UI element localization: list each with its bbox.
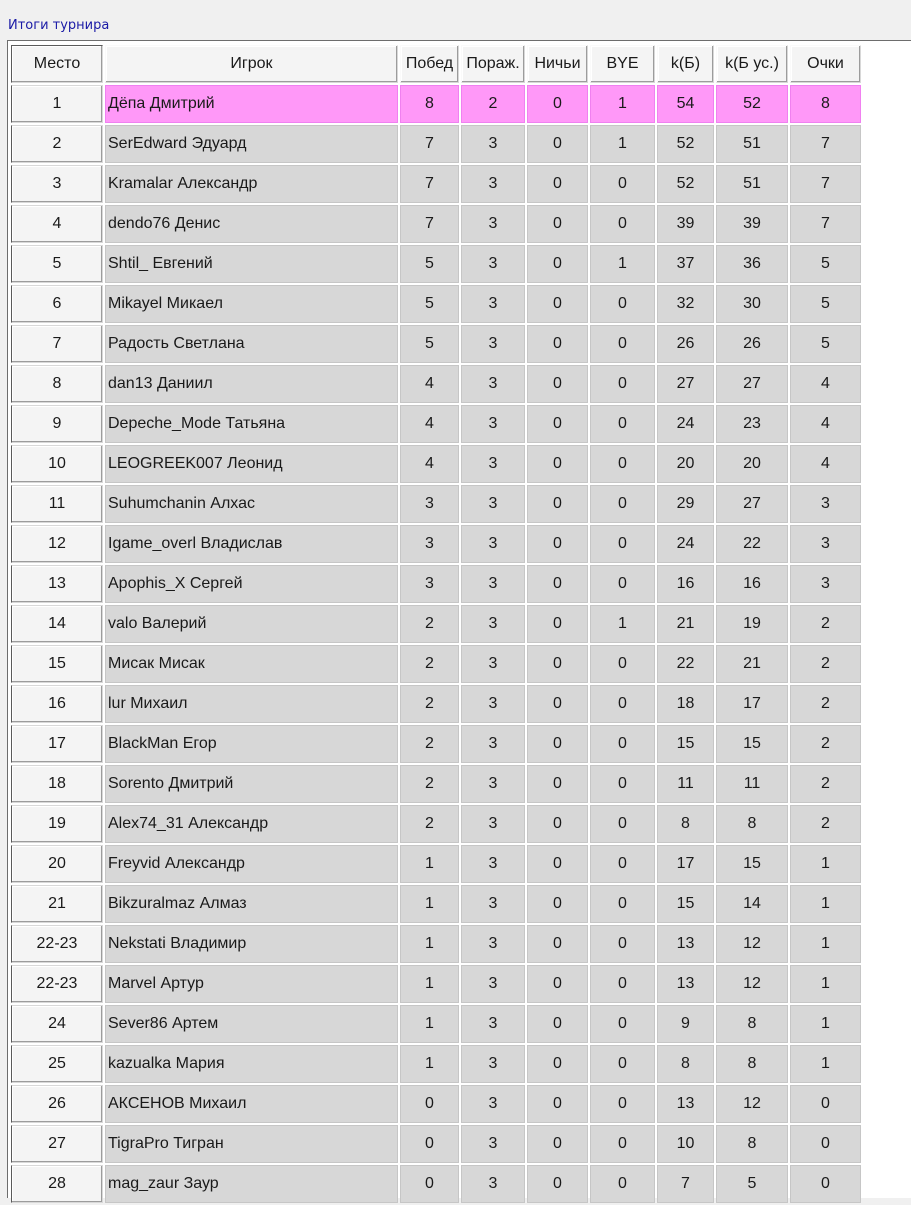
losses-cell: 3 bbox=[461, 365, 525, 403]
losses-cell: 3 bbox=[461, 325, 525, 363]
draws-cell: 0 bbox=[527, 1125, 588, 1163]
losses-cell: 3 bbox=[461, 885, 525, 923]
draws-cell: 0 bbox=[527, 285, 588, 323]
player-name-cell: Kramalar Александр bbox=[105, 165, 398, 203]
bye-cell: 0 bbox=[590, 645, 655, 683]
place-cell: 9 bbox=[11, 405, 103, 443]
table-row[interactable] bbox=[11, 925, 861, 963]
draws-cell: 0 bbox=[527, 245, 588, 283]
kb-adjusted-cell: 16 bbox=[716, 565, 788, 603]
place-cell: 1 bbox=[11, 85, 103, 123]
table-row[interactable] bbox=[11, 725, 861, 763]
losses-cell: 3 bbox=[461, 1165, 525, 1203]
kb-adjusted-cell: 27 bbox=[716, 365, 788, 403]
draws-cell: 0 bbox=[527, 445, 588, 483]
wins-cell: 2 bbox=[400, 805, 459, 843]
table-row[interactable] bbox=[11, 885, 861, 923]
draws-cell: 0 bbox=[527, 1005, 588, 1043]
draws-cell: 0 bbox=[527, 965, 588, 1003]
bye-cell: 0 bbox=[590, 525, 655, 563]
table-row[interactable] bbox=[11, 85, 861, 123]
kb-cell: 11 bbox=[657, 765, 714, 803]
kb-cell: 52 bbox=[657, 125, 714, 163]
player-name-cell: Igame_overl Владислав bbox=[105, 525, 398, 563]
player-name-cell: dendo76 Денис bbox=[105, 205, 398, 243]
wins-cell: 1 bbox=[400, 1005, 459, 1043]
bye-cell: 0 bbox=[590, 205, 655, 243]
draws-cell: 0 bbox=[527, 845, 588, 883]
losses-cell: 3 bbox=[461, 565, 525, 603]
points-cell: 4 bbox=[790, 405, 861, 443]
wins-cell: 2 bbox=[400, 765, 459, 803]
points-cell: 3 bbox=[790, 565, 861, 603]
losses-cell: 3 bbox=[461, 645, 525, 683]
header-losses[interactable]: Пораж. bbox=[461, 45, 525, 83]
kb-adjusted-cell: 39 bbox=[716, 205, 788, 243]
kb-adjusted-cell: 52 bbox=[716, 85, 788, 123]
bye-cell: 0 bbox=[590, 1125, 655, 1163]
player-name-cell: Alex74_31 Александр bbox=[105, 805, 398, 843]
player-name-cell: Suhumchanin Алхас bbox=[105, 485, 398, 523]
wins-cell: 3 bbox=[400, 565, 459, 603]
player-name-cell: SerEdward Эдуард bbox=[105, 125, 398, 163]
player-name-cell: Mikayel Микаел bbox=[105, 285, 398, 323]
wins-cell: 2 bbox=[400, 645, 459, 683]
wins-cell: 5 bbox=[400, 285, 459, 323]
table-row[interactable] bbox=[11, 1005, 861, 1043]
bye-cell: 0 bbox=[590, 285, 655, 323]
draws-cell: 0 bbox=[527, 685, 588, 723]
place-cell: 3 bbox=[11, 165, 103, 203]
player-name-cell: kazualka Мария bbox=[105, 1045, 398, 1083]
wins-cell: 0 bbox=[400, 1125, 459, 1163]
place-cell: 19 bbox=[11, 805, 103, 843]
kb-cell: 32 bbox=[657, 285, 714, 323]
kb-cell: 7 bbox=[657, 1165, 714, 1203]
player-name-cell: LEOGREEK007 Леонид bbox=[105, 445, 398, 483]
kb-adjusted-cell: 12 bbox=[716, 965, 788, 1003]
player-name-cell: Дёпа Дмитрий bbox=[105, 85, 398, 123]
losses-cell: 3 bbox=[461, 805, 525, 843]
place-cell: 26 bbox=[11, 1085, 103, 1123]
kb-adjusted-cell: 26 bbox=[716, 325, 788, 363]
place-cell: 6 bbox=[11, 285, 103, 323]
draws-cell: 0 bbox=[527, 1165, 588, 1203]
bye-cell: 0 bbox=[590, 805, 655, 843]
losses-cell: 3 bbox=[461, 925, 525, 963]
table-row[interactable] bbox=[11, 565, 861, 603]
player-name-cell: TigraPro Тигран bbox=[105, 1125, 398, 1163]
player-name-cell: Marvel Артур bbox=[105, 965, 398, 1003]
kb-adjusted-cell: 12 bbox=[716, 1085, 788, 1123]
wins-cell: 0 bbox=[400, 1085, 459, 1123]
draws-cell: 0 bbox=[527, 565, 588, 603]
draws-cell: 0 bbox=[527, 1085, 588, 1123]
wins-cell: 4 bbox=[400, 445, 459, 483]
player-name-cell: lur Михаил bbox=[105, 685, 398, 723]
kb-adjusted-cell: 12 bbox=[716, 925, 788, 963]
table-row[interactable] bbox=[11, 805, 861, 843]
wins-cell: 2 bbox=[400, 685, 459, 723]
table-row[interactable] bbox=[11, 365, 861, 403]
header-player[interactable]: Игрок bbox=[105, 45, 398, 83]
table-row[interactable] bbox=[11, 605, 861, 643]
losses-cell: 3 bbox=[461, 125, 525, 163]
kb-adjusted-cell: 19 bbox=[716, 605, 788, 643]
bye-cell: 0 bbox=[590, 725, 655, 763]
bye-cell: 0 bbox=[590, 1085, 655, 1123]
wins-cell: 0 bbox=[400, 1165, 459, 1203]
points-cell: 2 bbox=[790, 685, 861, 723]
bye-cell: 1 bbox=[590, 125, 655, 163]
losses-cell: 3 bbox=[461, 1125, 525, 1163]
place-cell: 28 bbox=[11, 1165, 103, 1203]
bye-cell: 0 bbox=[590, 365, 655, 403]
player-name-cell: Sorento Дмитрий bbox=[105, 765, 398, 803]
draws-cell: 0 bbox=[527, 645, 588, 683]
kb-cell: 8 bbox=[657, 805, 714, 843]
wins-cell: 3 bbox=[400, 485, 459, 523]
kb-cell: 9 bbox=[657, 1005, 714, 1043]
points-cell: 3 bbox=[790, 525, 861, 563]
points-cell: 7 bbox=[790, 205, 861, 243]
kb-adjusted-cell: 22 bbox=[716, 525, 788, 563]
points-cell: 0 bbox=[790, 1125, 861, 1163]
points-cell: 3 bbox=[790, 485, 861, 523]
kb-adjusted-cell: 5 bbox=[716, 1165, 788, 1203]
draws-cell: 0 bbox=[527, 1045, 588, 1083]
bye-cell: 0 bbox=[590, 325, 655, 363]
kb-cell: 29 bbox=[657, 485, 714, 523]
losses-cell: 3 bbox=[461, 605, 525, 643]
place-cell: 11 bbox=[11, 485, 103, 523]
place-cell: 4 bbox=[11, 205, 103, 243]
draws-cell: 0 bbox=[527, 925, 588, 963]
table-row[interactable] bbox=[11, 125, 861, 163]
points-cell: 1 bbox=[790, 1045, 861, 1083]
wins-cell: 1 bbox=[400, 925, 459, 963]
wins-cell: 7 bbox=[400, 125, 459, 163]
place-cell: 2 bbox=[11, 125, 103, 163]
player-name-cell: Depeche_Mode Татьяна bbox=[105, 405, 398, 443]
kb-adjusted-cell: 21 bbox=[716, 645, 788, 683]
place-cell: 12 bbox=[11, 525, 103, 563]
kb-cell: 13 bbox=[657, 965, 714, 1003]
results-panel bbox=[7, 40, 911, 1198]
table-row[interactable] bbox=[11, 845, 861, 883]
wins-cell: 1 bbox=[400, 965, 459, 1003]
place-cell: 25 bbox=[11, 1045, 103, 1083]
kb-cell: 8 bbox=[657, 1045, 714, 1083]
kb-cell: 10 bbox=[657, 1125, 714, 1163]
place-cell: 13 bbox=[11, 565, 103, 603]
bye-cell: 1 bbox=[590, 85, 655, 123]
place-cell: 5 bbox=[11, 245, 103, 283]
table-row[interactable] bbox=[11, 765, 861, 803]
wins-cell: 7 bbox=[400, 205, 459, 243]
kb-cell: 15 bbox=[657, 885, 714, 923]
kb-cell: 20 bbox=[657, 445, 714, 483]
table-row[interactable] bbox=[11, 245, 861, 283]
bye-cell: 1 bbox=[590, 245, 655, 283]
header-kb[interactable]: k(Б) bbox=[657, 45, 714, 83]
kb-adjusted-cell: 8 bbox=[716, 805, 788, 843]
place-cell: 8 bbox=[11, 365, 103, 403]
table-row[interactable] bbox=[11, 485, 861, 523]
points-cell: 1 bbox=[790, 1005, 861, 1043]
bye-cell: 0 bbox=[590, 405, 655, 443]
player-name-cell: Apophis_X Сергей bbox=[105, 565, 398, 603]
points-cell: 1 bbox=[790, 965, 861, 1003]
losses-cell: 2 bbox=[461, 85, 525, 123]
points-cell: 2 bbox=[790, 805, 861, 843]
place-cell: 24 bbox=[11, 1005, 103, 1043]
kb-cell: 21 bbox=[657, 605, 714, 643]
losses-cell: 3 bbox=[461, 1005, 525, 1043]
points-cell: 0 bbox=[790, 1085, 861, 1123]
kb-cell: 13 bbox=[657, 925, 714, 963]
draws-cell: 0 bbox=[527, 365, 588, 403]
header-kb-adjusted[interactable]: k(Б ус.) bbox=[716, 45, 788, 83]
losses-cell: 3 bbox=[461, 725, 525, 763]
bye-cell: 0 bbox=[590, 965, 655, 1003]
player-name-cell: Радость Светлана bbox=[105, 325, 398, 363]
bye-cell: 0 bbox=[590, 565, 655, 603]
draws-cell: 0 bbox=[527, 525, 588, 563]
kb-adjusted-cell: 8 bbox=[716, 1005, 788, 1043]
points-cell: 7 bbox=[790, 125, 861, 163]
place-cell: 7 bbox=[11, 325, 103, 363]
table-row[interactable] bbox=[11, 1045, 861, 1083]
losses-cell: 3 bbox=[461, 845, 525, 883]
table-row[interactable] bbox=[11, 165, 861, 203]
player-name-cell: mag_zaur Заур bbox=[105, 1165, 398, 1203]
draws-cell: 0 bbox=[527, 485, 588, 523]
kb-adjusted-cell: 27 bbox=[716, 485, 788, 523]
wins-cell: 2 bbox=[400, 725, 459, 763]
kb-adjusted-cell: 11 bbox=[716, 765, 788, 803]
draws-cell: 0 bbox=[527, 405, 588, 443]
kb-cell: 22 bbox=[657, 645, 714, 683]
points-cell: 2 bbox=[790, 605, 861, 643]
wins-cell: 3 bbox=[400, 525, 459, 563]
bye-cell: 0 bbox=[590, 1165, 655, 1203]
bye-cell: 1 bbox=[590, 605, 655, 643]
points-cell: 4 bbox=[790, 445, 861, 483]
wins-cell: 5 bbox=[400, 325, 459, 363]
kb-adjusted-cell: 51 bbox=[716, 125, 788, 163]
wins-cell: 4 bbox=[400, 365, 459, 403]
place-cell: 14 bbox=[11, 605, 103, 643]
losses-cell: 3 bbox=[461, 525, 525, 563]
wins-cell: 4 bbox=[400, 405, 459, 443]
place-cell: 21 bbox=[11, 885, 103, 923]
player-name-cell: Nekstati Владимир bbox=[105, 925, 398, 963]
kb-adjusted-cell: 15 bbox=[716, 845, 788, 883]
player-name-cell: Shtil_ Евгений bbox=[105, 245, 398, 283]
draws-cell: 0 bbox=[527, 765, 588, 803]
kb-adjusted-cell: 36 bbox=[716, 245, 788, 283]
kb-cell: 39 bbox=[657, 205, 714, 243]
kb-adjusted-cell: 8 bbox=[716, 1045, 788, 1083]
tournament-results-title: Итоги турнира bbox=[8, 18, 110, 33]
kb-adjusted-cell: 30 bbox=[716, 285, 788, 323]
bye-cell: 0 bbox=[590, 1005, 655, 1043]
place-cell: 27 bbox=[11, 1125, 103, 1163]
kb-adjusted-cell: 17 bbox=[716, 685, 788, 723]
table-row[interactable] bbox=[11, 205, 861, 243]
header-points[interactable]: Очки bbox=[790, 45, 861, 83]
points-cell: 8 bbox=[790, 85, 861, 123]
table-row[interactable] bbox=[11, 445, 861, 483]
draws-cell: 0 bbox=[527, 725, 588, 763]
bye-cell: 0 bbox=[590, 925, 655, 963]
wins-cell: 2 bbox=[400, 605, 459, 643]
losses-cell: 3 bbox=[461, 485, 525, 523]
player-name-cell: Мисак Мисак bbox=[105, 645, 398, 683]
header-place[interactable]: Место bbox=[11, 45, 103, 83]
place-cell: 16 bbox=[11, 685, 103, 723]
points-cell: 1 bbox=[790, 925, 861, 963]
table-row[interactable] bbox=[11, 645, 861, 683]
kb-adjusted-cell: 20 bbox=[716, 445, 788, 483]
wins-cell: 8 bbox=[400, 85, 459, 123]
kb-adjusted-cell: 15 bbox=[716, 725, 788, 763]
losses-cell: 3 bbox=[461, 405, 525, 443]
table-row[interactable] bbox=[11, 1165, 861, 1203]
place-cell: 18 bbox=[11, 765, 103, 803]
place-cell: 17 bbox=[11, 725, 103, 763]
losses-cell: 3 bbox=[461, 685, 525, 723]
table-row[interactable] bbox=[11, 285, 861, 323]
kb-cell: 27 bbox=[657, 365, 714, 403]
draws-cell: 0 bbox=[527, 205, 588, 243]
points-cell: 7 bbox=[790, 165, 861, 203]
losses-cell: 3 bbox=[461, 965, 525, 1003]
header-draws[interactable]: Ничьи bbox=[527, 45, 588, 83]
place-cell: 20 bbox=[11, 845, 103, 883]
points-cell: 5 bbox=[790, 325, 861, 363]
header-wins[interactable]: Побед bbox=[400, 45, 459, 83]
table-row[interactable] bbox=[11, 1125, 861, 1163]
kb-cell: 16 bbox=[657, 565, 714, 603]
draws-cell: 0 bbox=[527, 125, 588, 163]
wins-cell: 7 bbox=[400, 165, 459, 203]
bye-cell: 0 bbox=[590, 1045, 655, 1083]
kb-cell: 15 bbox=[657, 725, 714, 763]
bye-cell: 0 bbox=[590, 885, 655, 923]
player-name-cell: АКСЕНОВ Михаил bbox=[105, 1085, 398, 1123]
points-cell: 2 bbox=[790, 725, 861, 763]
kb-cell: 18 bbox=[657, 685, 714, 723]
table-row[interactable] bbox=[11, 1085, 861, 1123]
kb-cell: 54 bbox=[657, 85, 714, 123]
kb-adjusted-cell: 23 bbox=[716, 405, 788, 443]
draws-cell: 0 bbox=[527, 325, 588, 363]
losses-cell: 3 bbox=[461, 1085, 525, 1123]
wins-cell: 1 bbox=[400, 845, 459, 883]
draws-cell: 0 bbox=[527, 885, 588, 923]
losses-cell: 3 bbox=[461, 765, 525, 803]
draws-cell: 0 bbox=[527, 805, 588, 843]
player-name-cell: Freyvid Александр bbox=[105, 845, 398, 883]
results-table bbox=[9, 43, 863, 1205]
losses-cell: 3 bbox=[461, 245, 525, 283]
player-name-cell: Bikzuralmaz Алмаз bbox=[105, 885, 398, 923]
kb-adjusted-cell: 14 bbox=[716, 885, 788, 923]
losses-cell: 3 bbox=[461, 445, 525, 483]
draws-cell: 0 bbox=[527, 85, 588, 123]
kb-cell: 52 bbox=[657, 165, 714, 203]
wins-cell: 1 bbox=[400, 885, 459, 923]
bye-cell: 0 bbox=[590, 445, 655, 483]
wins-cell: 5 bbox=[400, 245, 459, 283]
table-row[interactable] bbox=[11, 965, 861, 1003]
kb-cell: 24 bbox=[657, 525, 714, 563]
draws-cell: 0 bbox=[527, 605, 588, 643]
place-cell: 15 bbox=[11, 645, 103, 683]
bye-cell: 0 bbox=[590, 765, 655, 803]
losses-cell: 3 bbox=[461, 165, 525, 203]
points-cell: 4 bbox=[790, 365, 861, 403]
bye-cell: 0 bbox=[590, 845, 655, 883]
kb-cell: 26 bbox=[657, 325, 714, 363]
kb-cell: 13 bbox=[657, 1085, 714, 1123]
place-cell: 22-23 bbox=[11, 965, 103, 1003]
bye-cell: 0 bbox=[590, 165, 655, 203]
player-name-cell: Sever86 Артем bbox=[105, 1005, 398, 1043]
kb-cell: 24 bbox=[657, 405, 714, 443]
points-cell: 2 bbox=[790, 645, 861, 683]
header-bye[interactable]: BYE bbox=[590, 45, 655, 83]
wins-cell: 1 bbox=[400, 1045, 459, 1083]
points-cell: 1 bbox=[790, 885, 861, 923]
player-name-cell: dan13 Даниил bbox=[105, 365, 398, 403]
points-cell: 5 bbox=[790, 285, 861, 323]
bye-cell: 0 bbox=[590, 685, 655, 723]
kb-cell: 17 bbox=[657, 845, 714, 883]
draws-cell: 0 bbox=[527, 165, 588, 203]
place-cell: 10 bbox=[11, 445, 103, 483]
player-name-cell: valo Валерий bbox=[105, 605, 398, 643]
kb-adjusted-cell: 8 bbox=[716, 1125, 788, 1163]
place-cell: 22-23 bbox=[11, 925, 103, 963]
bye-cell: 0 bbox=[590, 485, 655, 523]
points-cell: 2 bbox=[790, 765, 861, 803]
results-body bbox=[11, 85, 861, 1203]
losses-cell: 3 bbox=[461, 285, 525, 323]
points-cell: 1 bbox=[790, 845, 861, 883]
table-row[interactable] bbox=[11, 325, 861, 363]
losses-cell: 3 bbox=[461, 1045, 525, 1083]
losses-cell: 3 bbox=[461, 205, 525, 243]
table-row[interactable] bbox=[11, 525, 861, 563]
header-row bbox=[11, 45, 861, 83]
kb-cell: 37 bbox=[657, 245, 714, 283]
table-row[interactable] bbox=[11, 405, 861, 443]
points-cell: 5 bbox=[790, 245, 861, 283]
player-name-cell: BlackMan Егор bbox=[105, 725, 398, 763]
kb-adjusted-cell: 51 bbox=[716, 165, 788, 203]
points-cell: 0 bbox=[790, 1165, 861, 1203]
table-row[interactable] bbox=[11, 685, 861, 723]
